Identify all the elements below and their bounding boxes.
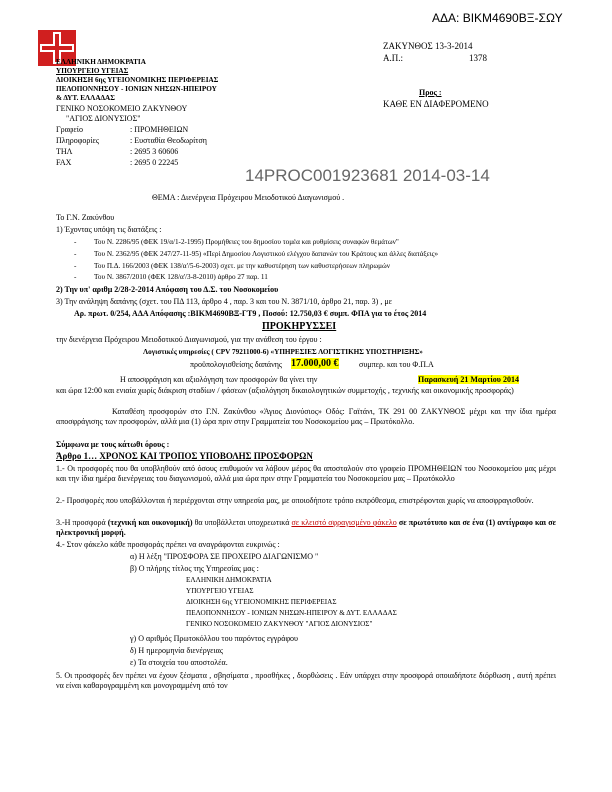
opening-text: Η αποσφράγιση και αξιολόγηση των προσφορών θα γίνει την bbox=[120, 375, 318, 384]
item-4-e: ε) Τα στοιχεία του αποστολέα. bbox=[130, 658, 228, 667]
service-cpv: Λογιστικές υπηρεσίες ( CPV 79211000-6) «ΥΠΗΡΕΣΙΕΣ ΛΟΓΙΣΤΙΚΗΣ ΥΠΟΣΤΗΡΙΞΗΣ» bbox=[143, 348, 423, 356]
header-line-3: ΔΙΟΙΚΗΣΗ 6ης ΥΓΕΙΟΝΟΜΙΚΗΣ ΠΕΡΙΦΕΡΕΙΑΣ bbox=[56, 76, 219, 84]
law-item: Του Ν. 2362/95 (ΦΕΚ 247/27-11-95) «Περί Δημοσίου Λογιστικού ελέγχου δαπανών του Κράτους και άλλες διατάξεις» bbox=[94, 250, 439, 258]
header-line-1: ΕΛΛΗΝΙΚΗ ΔΗΜΟΚΡΑΤΙΑ bbox=[56, 58, 146, 66]
header-line-4: ΠΕΛΟΠΟΝΝΗΣΟΥ - ΙΟΝΙΩΝ ΝΗΣΩΝ-ΗΠΕΙΡΟΥ bbox=[56, 85, 217, 93]
body-board-decision: 2) Την υπ' αριθμ 2/28-2-2014 Απόφαση του Δ.Σ. του Νοσοκομείου bbox=[56, 285, 279, 294]
header-hospital-name: "ΑΓΙΟΣ ΔΙΟΝΥΣΙΟΣ" bbox=[66, 114, 141, 123]
item-2: 2.- Προσφορές που υποβάλλονται ή περιέρχονται στην υπηρεσία μας, με οποιοδήποτε τρόπο εκπρόθεσμα, επιστρέφονται χωρίς να αποσφραγισθούν. bbox=[56, 496, 534, 505]
law-item: Του Π.Δ. 166/2003 (ΦΕΚ 138/α'/5-6-2003) σχετ. με την καθυστέρηση των καθυστερήσεων πληρωμών bbox=[94, 262, 390, 270]
item-3-a: 3.-Η προσφορά bbox=[56, 518, 106, 527]
item-3-e: σε πρωτότυπο και σε ένα (1) αντίγραφο και σε ηλεκτρονική μορφή. bbox=[56, 518, 556, 537]
header-row-value: : ΠΡΟΜΗΘΕΙΩΝ bbox=[130, 125, 189, 134]
header-row-key: Γραφείο bbox=[56, 125, 83, 134]
header-line-2: ΥΠΟΥΡΓΕΙΟ ΥΓΕΙΑΣ bbox=[56, 67, 129, 75]
item-4-g: γ) Ο αριθμός Πρωτοκόλλου του παρόντος εγγράφου bbox=[130, 634, 299, 643]
document-date: ΖΑΚΥΝΘΟΣ 13-3-2014 bbox=[383, 41, 473, 51]
subject-line: ΘΕΜΑ : Διενέργεια Πρόχειρου Μειοδοτικού Διαγωνισμού . bbox=[152, 193, 345, 202]
header-row-value: : 2695 3 60606 bbox=[130, 147, 179, 156]
item-4: 4.- Στον φάκελο κάθε προσφοράς πρέπει να αναγράφονται ευκρινώς : bbox=[56, 540, 280, 549]
title-line: ΠΕΛΟΠΟΝΝΗΣΟΥ - ΙΟΝΙΩΝ ΝΗΣΩΝ-ΗΠΕΙΡΟΥ & ΔΥΤ. ΕΛΛΑΔΑΣ bbox=[186, 609, 397, 617]
item-3 bbox=[56, 518, 556, 538]
law-item: Του Ν. 3867/2010 (ΦΕΚ 128/α'/3-8-2010) άρθρο 27 παρ. 11 bbox=[94, 273, 268, 281]
body-tender-intro: την διενέργεια Πρόχειρου Μειοδοτικού Διαγωνισμού, για την ανάθεση του έργου : bbox=[56, 335, 322, 344]
ada-code: ΑΔΑ: ΒΙΚΜ4690ΒΞ-ΣΩΥ bbox=[432, 11, 563, 25]
body-budget-commitment: 3) Την ανάληψη δαπάνης (σχετ. του ΠΔ 113, άρθρο 4 , παρ. 3 και του Ν. 3871/10, άρθρο 21, παρ. 3) , με bbox=[56, 297, 392, 306]
item-5: 5. Οι προσφορές δεν πρέπει να έχουν ξέσματα , σβησίματα , προσθήκες , διορθώσεις . Εάν υπάρχει στην προσφορά οποιαδήποτε διόρθωση , αυτή πρέπει να είναι καθαρογραμμένη και μονογραμμένη από τον bbox=[56, 671, 556, 690]
header-row-value: : 2695 0 22245 bbox=[130, 158, 179, 167]
law-bullet-icon: - bbox=[74, 262, 77, 270]
title-line: ΥΠΟΥΡΓΕΙΟ ΥΓΕΙΑΣ bbox=[186, 587, 254, 595]
protocol-number: 1378 bbox=[469, 53, 487, 63]
header-row-key: ΤΗΛ bbox=[56, 147, 73, 156]
header-row-key: FAX bbox=[56, 158, 72, 167]
law-bullet-icon: - bbox=[74, 238, 77, 246]
item-4-d: δ) Η ημερομηνία διενέργειας bbox=[130, 646, 223, 655]
item-3-d: σε κλειστό σφραγισμένο φάκελο bbox=[291, 518, 397, 527]
submission-details: Καταθέση προσφορών στο Γ.Ν. Ζακύνθου «Άγιος Διονύσιος» Οδός: Γαϊτάνι, ΤΚ 291 00 ΖΑΚΥΝΘΟΣ μέχρι και την ίδια ημέρα αποσφράγισης των προσφορών, αλλά μια (1) ώρα πριν στην Γραμματεία του Νοσοκομείου μας – Πρωτόκολλο. bbox=[56, 407, 556, 426]
body-to: Το Γ.Ν. Ζακύνθου bbox=[56, 213, 115, 222]
title-line: ΕΛΛΗΝΙΚΗ ΔΗΜΟΚΡΑΤΙΑ bbox=[186, 576, 272, 584]
recipient: ΚΑΘΕ ΕΝ ΔΙΑΦΕΡΟΜΕΝΟ bbox=[383, 99, 489, 109]
law-item: Του Ν. 2286/95 (ΦΕΚ 19/α/1-2-1995) Προμήθειες του δημοσίου τομέα και ρυθμίσεις συναφών θεμάτων" bbox=[94, 238, 399, 246]
item-1: 1.- Οι προσφορές που θα υποβληθούν από όσους επιθυμούν να λάβουν μέρος θα αποσταλούν στο γραφείο ΠΡΟΜΗΘΕΙΩΝ του Νοσοκομείου μας μέχρι και την ίδια ημέρα διενέργειας του διαγωνισμού, αλλά μια ώρα πριν στην Γραμματεία του Νοσοκομείου μας – Πρωτόκολλο bbox=[56, 464, 556, 483]
title-line: ΓΕΝΙΚΟ ΝΟΣΟΚΟΜΕΙΟ ΖΑΚΥΝΘΟΥ "ΑΓΙΟΣ ΔΙΟΝΥΣΙΟΣ" bbox=[186, 620, 373, 628]
to-label: Προς : bbox=[419, 88, 442, 97]
terms-heading: Σύμφωνα με τους κάτωθι όρους : bbox=[56, 440, 170, 449]
body-considering: 1) Έχοντας υπόψη τις διατάξεις : bbox=[56, 225, 162, 234]
opening-details: και ώρα 12:00 και ενιαία χωρίς διάκριση σταδίων / φάσεων (αξιολόγηση δικαιολογητικών συμμετοχής , τεχνικής και οικονομικής προσφοράς) bbox=[56, 386, 514, 395]
law-bullet-icon: - bbox=[74, 273, 77, 281]
item-3-b: (τεχνική και οικονομική) bbox=[107, 518, 193, 527]
proclaim-heading: ΠΡΟΚΗΡΥΣΣΕΙ bbox=[262, 321, 337, 332]
body-decision-ref: Αρ. πρωτ. 0/254, ΑΔΑ Απόφασης :ΒΙΚΜ4690ΒΞ-ΓΤ9 , Ποσού: 12.750,03 € συμπ. ΦΠΑ για το έτος 2014 bbox=[74, 309, 427, 318]
budget-vat: συμπερ. και του Φ.Π.Α bbox=[359, 360, 434, 369]
article-1-heading: Άρθρο 1… ΧΡΟΝΟΣ ΚΑΙ ΤΡΟΠΟΣ ΥΠΟΒΟΛΗΣ ΠΡΟΣΦΟΡΩΝ bbox=[56, 451, 313, 461]
law-bullet-icon: - bbox=[74, 250, 77, 258]
opening-date: Παρασκευή 21 Μαρτίου 2014 bbox=[418, 375, 519, 384]
budget-label: προϋπολογισθείσης δαπάνης bbox=[190, 360, 283, 369]
title-line: ΔΙΟΙΚΗΣΗ 6ης ΥΓΕΙΟΝΟΜΙΚΗΣ ΠΕΡΙΦΕΡΕΙΑΣ bbox=[186, 598, 337, 606]
header-row-value: : Ευσταθία Θεοδωρίτση bbox=[130, 136, 207, 145]
item-4-a: α) Η λέξη "ΠΡΟΣΦΟΡΑ ΣΕ ΠΡΟΧΕΙΡΟ ΔΙΑΓΩΝΙΣΜΟ " bbox=[130, 552, 319, 561]
header-line-5: & ΔΥΤ. ΕΛΛΑΔΑΣ bbox=[56, 94, 115, 102]
item-4-b: β) Ο πλήρης τίτλος της Υπηρεσίας μας : bbox=[130, 564, 259, 573]
budget-amount: 17.000,00 € bbox=[291, 358, 339, 369]
proc-stamp: 14PROC001923681 2014-03-14 bbox=[245, 166, 490, 185]
header-row-key: Πληροφορίες bbox=[56, 136, 100, 145]
item-3-c: θα υποβάλλεται υποχρεωτικά bbox=[194, 518, 290, 527]
protocol-label: Α.Π.: bbox=[383, 53, 403, 63]
header-hospital: ΓΕΝΙΚΟ ΝΟΣΟΚΟΜΕΙΟ ΖΑΚΥΝΘΟΥ bbox=[56, 104, 188, 113]
